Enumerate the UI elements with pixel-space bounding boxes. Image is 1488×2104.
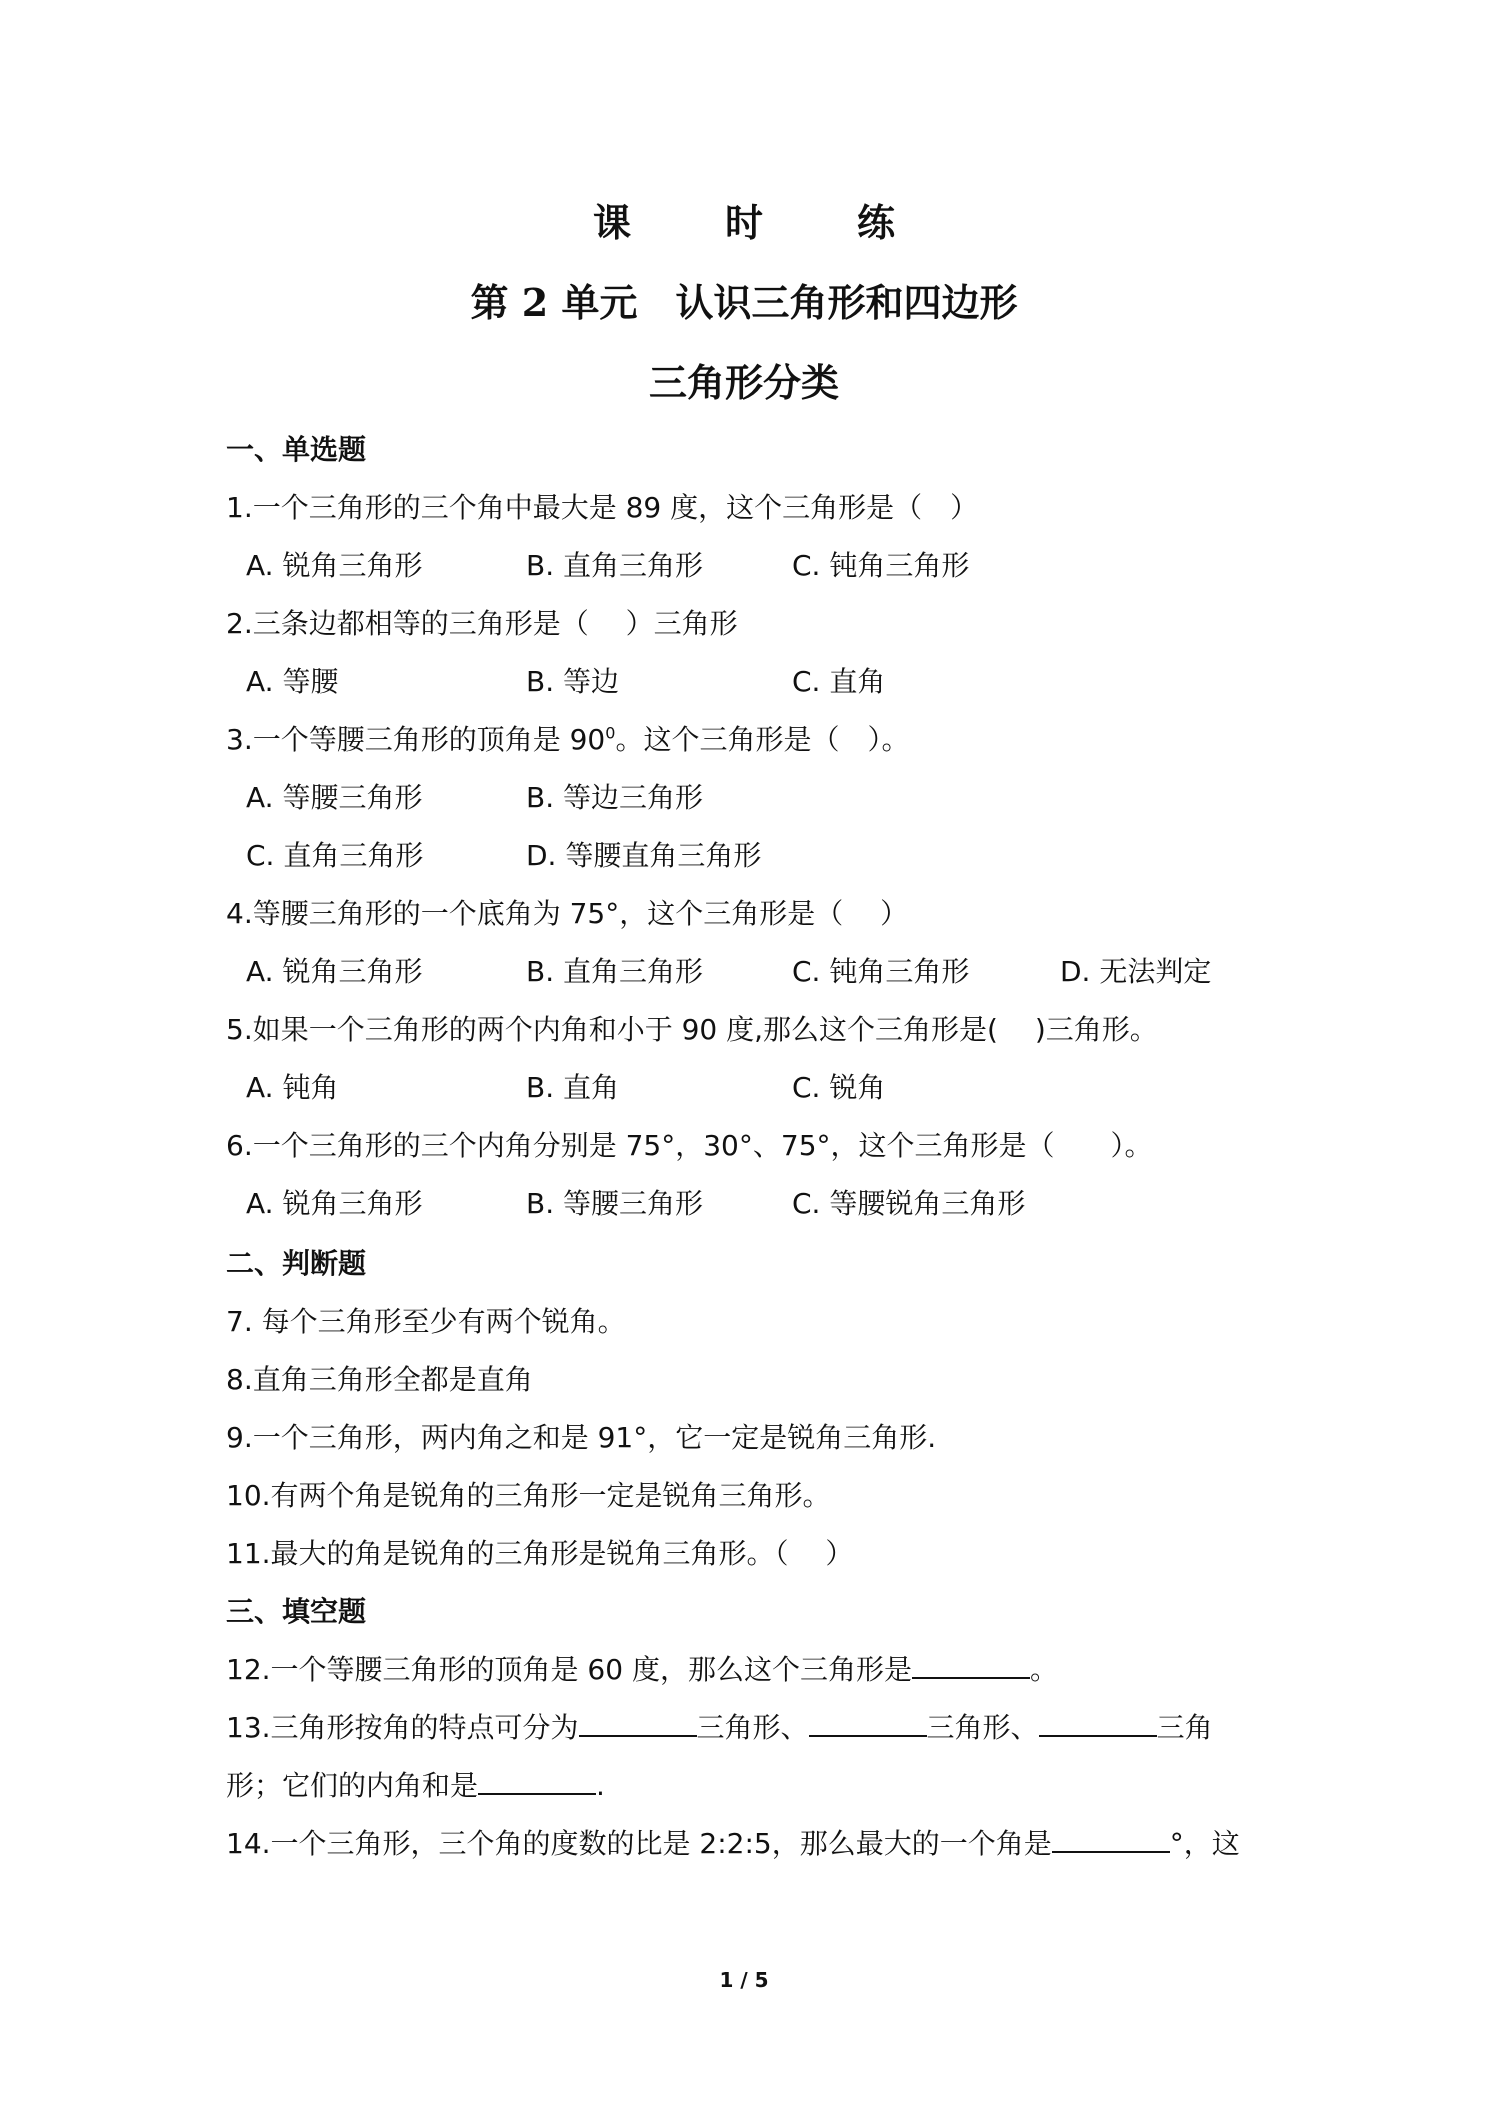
question-12	[226, 1648, 1058, 1688]
q3-text-start: 3.一个等腰三角形的顶角是 90	[226, 723, 606, 756]
question-13-continued	[226, 1764, 605, 1804]
q6-option-c: C. 等腰锐角三角形	[792, 1187, 1026, 1220]
q12-text: 12.一个等腰三角形的顶角是 60 度，那么这个三角形是	[226, 1653, 912, 1686]
q3-option-a: A. 等腰三角形	[246, 781, 423, 814]
q13-text-mid1: 三角形、	[696, 1711, 809, 1744]
q13-answer-blank-1[interactable]	[579, 1707, 697, 1737]
q1-option-b: B. 直角三角形	[526, 549, 704, 582]
q2-option-b: B. 等边	[526, 665, 620, 698]
q4-option-b: B. 直角三角形	[526, 955, 704, 988]
section-heading-fill-blank: 三、填空题	[226, 1595, 367, 1628]
q3-text-end: 。这个三角形是（ ）。	[615, 723, 910, 756]
section-heading-true-false: 二、判断题	[226, 1247, 367, 1280]
question-3	[226, 718, 909, 758]
page-number: 1 / 5	[719, 1968, 769, 1992]
q12-answer-blank[interactable]	[912, 1649, 1030, 1679]
q12-text-end: 。	[1029, 1653, 1058, 1686]
q13-text-line2: 形；它们的内角和是	[226, 1769, 479, 1802]
unit-title: 第 2 单元 认识三角形和四边形	[470, 280, 1018, 325]
q13-text-line2-end: .	[596, 1769, 605, 1802]
q13-answer-blank-4[interactable]	[478, 1765, 596, 1795]
question-13	[226, 1706, 1213, 1746]
question-2: 2.三条边都相等的三角形是（ ）三角形	[226, 607, 738, 640]
q4-option-c: C. 钝角三角形	[792, 955, 970, 988]
q14-answer-blank[interactable]	[1052, 1823, 1170, 1853]
q13-text-mid2: 三角形、	[926, 1711, 1039, 1744]
page-title: 课 时 练	[592, 200, 923, 245]
q1-option-c: C. 钝角三角形	[792, 549, 970, 582]
lesson-title: 三角形分类	[648, 360, 839, 405]
q5-option-c: C. 锐角	[792, 1071, 886, 1104]
q14-text: 14.一个三角形，三个角的度数的比是 2:2:5，那么最大的一个角是	[226, 1827, 1052, 1860]
q13-text: 13.三角形按角的特点可分为	[226, 1711, 579, 1744]
q6-option-b: B. 等腰三角形	[526, 1187, 704, 1220]
q14-text-end: °，这	[1169, 1827, 1240, 1860]
question-6: 6.一个三角形的三个内角分别是 75°，30°、75°，这个三角形是（ ）。	[226, 1129, 1153, 1162]
q5-option-b: B. 直角	[526, 1071, 620, 1104]
question-4: 4.等腰三角形的一个底角为 75°，这个三角形是（ ）	[226, 897, 909, 930]
q13-answer-blank-3[interactable]	[1039, 1707, 1157, 1737]
q2-option-a: A. 等腰	[246, 665, 339, 698]
question-11: 11.最大的角是锐角的三角形是锐角三角形。（ ）	[226, 1537, 854, 1570]
q13-text-end: 三角	[1156, 1711, 1213, 1744]
q6-option-a: A. 锐角三角形	[246, 1187, 423, 1220]
question-14	[226, 1822, 1240, 1862]
question-5: 5.如果一个三角形的两个内角和小于 90 度,那么这个三角形是( )三角形。	[226, 1013, 1158, 1046]
q3-degree-sup: 0	[605, 723, 616, 743]
q3-option-c: C. 直角三角形	[246, 839, 424, 872]
question-7: 7. 每个三角形至少有两个锐角。	[226, 1305, 626, 1338]
question-1: 1.一个三角形的三个角中最大是 89 度，这个三角形是（ ）	[226, 491, 979, 524]
section-heading-single-choice: 一、单选题	[226, 433, 367, 466]
q4-option-d: D. 无法判定	[1060, 955, 1212, 988]
q4-option-a: A. 锐角三角形	[246, 955, 423, 988]
q3-option-b: B. 等边三角形	[526, 781, 704, 814]
q13-answer-blank-2[interactable]	[809, 1707, 927, 1737]
question-8: 8.直角三角形全都是直角	[226, 1363, 533, 1396]
q1-option-a: A. 锐角三角形	[246, 549, 423, 582]
q5-option-a: A. 钝角	[246, 1071, 339, 1104]
q2-option-c: C. 直角	[792, 665, 886, 698]
q3-option-d: D. 等腰直角三角形	[526, 839, 762, 872]
question-9: 9.一个三角形，两内角之和是 91°，它一定是锐角三角形.	[226, 1421, 937, 1454]
question-10: 10.有两个角是锐角的三角形一定是锐角三角形。	[226, 1479, 831, 1512]
